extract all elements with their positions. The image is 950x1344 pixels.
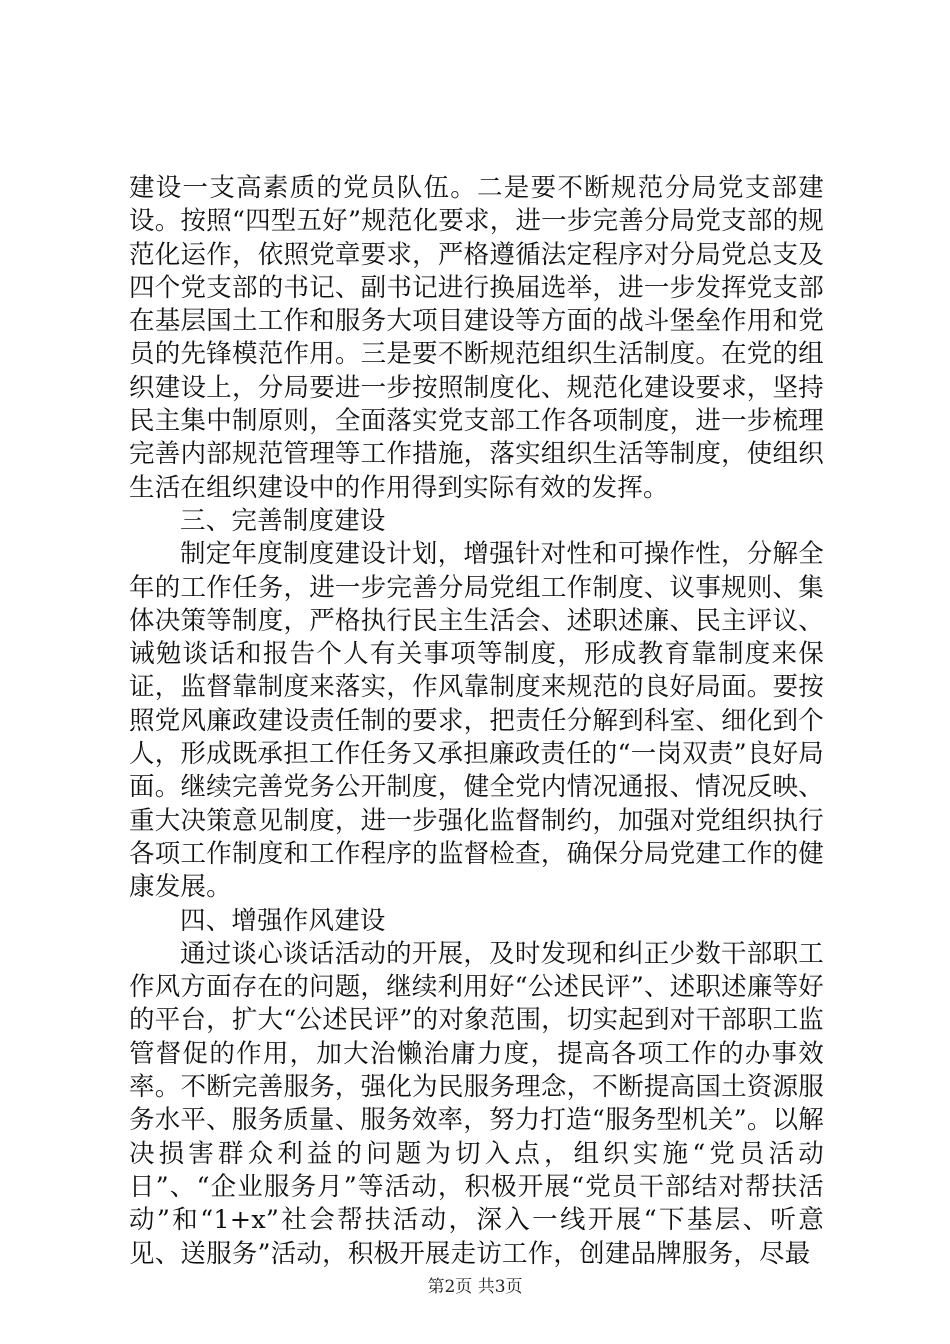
section-heading-3: 三、完善制度建设 <box>180 505 386 536</box>
section-heading-4: 四、增强作风建设 <box>180 905 386 936</box>
page-footer: 第2页 共3页 <box>427 1277 523 1297</box>
paragraph-work-style: 通过谈心谈话活动的开展，及时发现和纠正少数干部职工作风方面存在的问题，继续利用好“公述民评”、述职述廉等好的平台，扩大“公述民评”的对象范围，切实起到对干部职工监管督促的作用，加大治懒治庸力度，提高各项工作的办事效率。不断完善服务，强化为民服务理念，不断提高国土资源服务水平、服务质量、服务效率，努力打造“服务型机关”。以解决损害群众利益的问题为切入点，组织实施“党员活动日”、“企业服务月”等活动，积极开展“党员干部结对帮扶活动”和“1+x”社会帮扶活动，深入一线开展“下基层、听意见、送服务”活动，积极开展走访工作，创建品牌服务，尽最 <box>129 938 824 1269</box>
paragraph-continuation: 建设一支高素质的党员队伍。二是要不断规范分局党支部建设。按照“四型五好”规范化要求，进一步完善分局党支部的规范化运作，依照党章要求，严格遵循法定程序对分局党总支及四个党支部的书记、副书记进行换届选举，进一步发挥党支部在基层国土工作和服务大项目建设等方面的战斗堡垒作用和党员的先锋模范作用。三是要不断规范组织生活制度。在党的组织建设上，分局要进一步按照制度化、规范化建设要求，坚持民主集中制原则，全面落实党支部工作各项制度，进一步梳理完善内部规范管理等工作措施，落实组织生活等制度，使组织生活在组织建设中的作用得到实际有效的发挥。 <box>129 173 824 503</box>
document-body <box>129 172 824 1271</box>
paragraph-system-building: 制定年度制度建设计划，增强针对性和可操作性，分解全年的工作任务，进一步完善分局党组工作制度、议事规则、集体决策等制度，严格执行民主生活会、述职述廉、民主评议、诫勉谈话和报告个人有关事项等制度，形成教育靠制度来保证，监督靠制度来落实，作风靠制度来规范的良好局面。要按照党风廉政建设责任制的要求，把责任分解到科室、细化到个人，形成既承担工作任务又承担廉政责任的“一岗双责”良好局面。继续完善党务公开制度，健全党内情况通报、情况反映、重大决策意见制度，进一步强化监督制约，加强对党组织执行各项工作制度和工作程序的监督检查，确保分局党建工作的健康发展。 <box>129 539 824 903</box>
